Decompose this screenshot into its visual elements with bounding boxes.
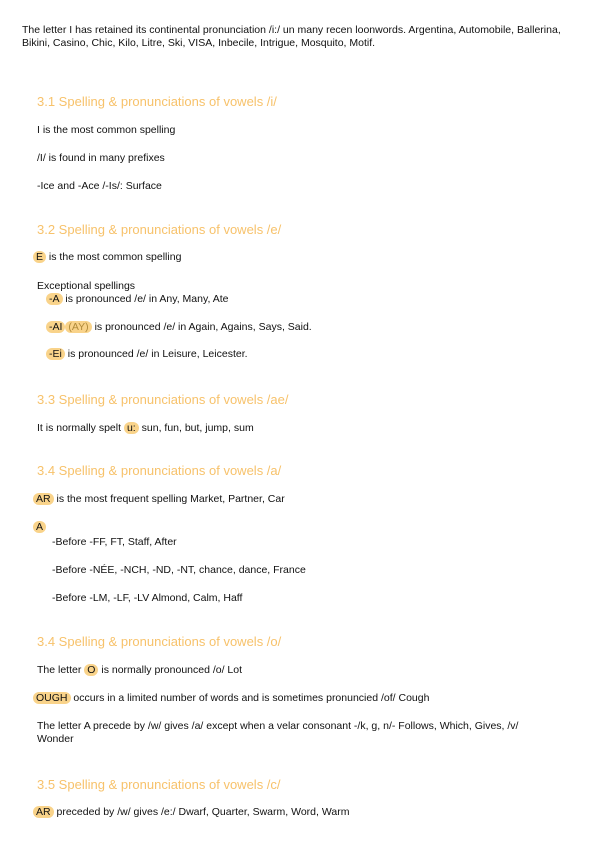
highlight-ar: AR: [33, 493, 54, 505]
highlight-u: u:: [124, 422, 139, 434]
highlight-a-letter: A: [33, 521, 46, 533]
highlight-a: -A: [46, 293, 63, 305]
heading-vowel-e: 3.2 Spelling & pronunciations of vowels /e/: [37, 222, 282, 237]
heading-vowel-i: 3.1 Spelling & pronunciations of vowels /i/: [37, 94, 277, 109]
highlight-ay: (AY): [65, 321, 91, 333]
line-spelt-u: It is normally spelt u: sun, fun, but, jump, sum: [37, 422, 254, 434]
line-a-label: [33, 521, 46, 534]
exceptional-spellings-label: Exceptional spellings: [37, 280, 136, 292]
highlight-ar-w: AR: [33, 806, 54, 818]
line-ar-w: AR preceded by /w/ gives /e:/ Dwarf, Quarter, Swarm, Word, Warm: [33, 806, 349, 819]
line-e-common: E is the most common spelling: [33, 251, 181, 264]
highlight-e: E: [33, 251, 46, 263]
line-i-prefixes: /I/ is found in many prefixes: [37, 152, 165, 164]
heading-vowel-ae: 3.3 Spelling & pronunciations of vowels /ae/: [37, 392, 289, 407]
heading-vowel-c: 3.5 Spelling & pronunciations of vowels /c/: [37, 777, 281, 792]
line-ei-pronounced: -Ei is pronounced /e/ in Leisure, Leicester.: [46, 348, 248, 361]
line-letter-o: The letter O is normally pronounced /o/ Lot: [37, 664, 243, 676]
highlight-ough: OUGH: [33, 692, 71, 704]
highlight-ai: -AI: [46, 321, 65, 333]
highlight-ei: -Ei: [46, 348, 65, 360]
heading-vowel-o: 3.4 Spelling & pronunciations of vowels /o/: [37, 634, 282, 649]
line-ough: OUGH occurs in a limited number of words and is sometimes pronuncied /of/ Cough: [33, 692, 429, 705]
heading-vowel-a: 3.4 Spelling & pronunciations of vowels /a/: [37, 463, 282, 478]
line-ice-ace: -Ice and -Ace /-Is/: Surface: [37, 180, 162, 192]
line-before-nee: -Before -NÉE, -NCH, -ND, -NT, chance, dance, France: [52, 564, 306, 576]
line-i-common: I is the most common spelling: [37, 124, 176, 136]
line-before-lm: -Before -LM, -LF, -LV Almond, Calm, Haff: [52, 592, 243, 604]
line-ai-pronounced: -AI (AY) is pronounced /e/ in Again, Agains, Says, Said.: [46, 321, 312, 334]
line-a-pronounced: -A is pronounced /e/ in Any, Many, Ate: [46, 293, 228, 306]
line-before-ff: -Before -FF, FT, Staff, After: [52, 536, 177, 548]
highlight-o: O: [84, 664, 98, 676]
intro-paragraph: The letter I has retained its continental pronunciation /i:/ un many recen loonwords. Argentina, Automobile, Ballerina, Bikini, Casino, Chic, Kilo, Litre, Ski, VISA, Inbecile, Intrigue, Mosquito, Motif.: [22, 24, 561, 49]
line-ar-frequent: AR is the most frequent spelling Market, Partner, Car: [33, 493, 285, 506]
line-letter-a-w: The letter A precede by /w/ gives /a/ except when a velar consonant -/k, g, n/- Follows, Which, Gives, /v/ Wonder: [37, 720, 519, 745]
